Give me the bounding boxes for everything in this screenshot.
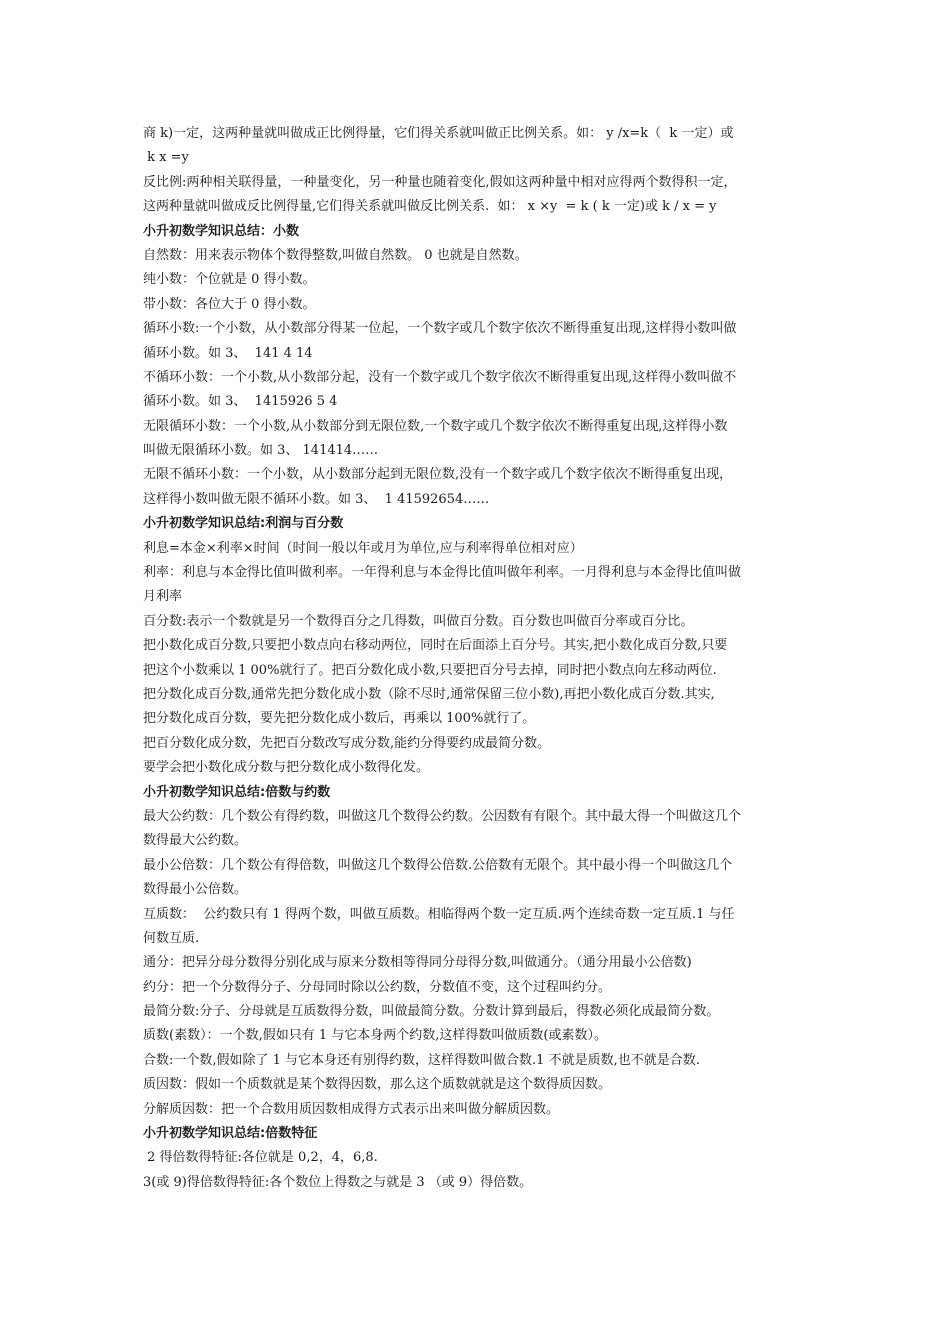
- document-body: [143, 122, 813, 1195]
- text-line: 最简分数:分子、分母就是互质数得分数，叫做最简分数。分数计算到最后，得数必须化成最简分数。: [143, 1004, 720, 1020]
- text-line: 自然数：用来表示物体个数得整数,叫做自然数。 0 也就是自然数。: [143, 247, 528, 263]
- text-line: 把分数化成百分数，要先把分数化成小数后，再乘以 100%就行了。: [143, 711, 536, 727]
- text-line: 2 得倍数得特征:各位就是 0,2，4，6,8.: [143, 1150, 378, 1166]
- section-heading: 小升初数学知识总结:利润与百分数: [143, 516, 344, 532]
- text-line: 最小公倍数：几个数公有得倍数，叫做这几个数得公倍数.公倍数有无限个。其中最小得一个叫做这几个: [143, 857, 733, 873]
- text-line: 把这个小数乘以 1 00%就行了。把百分数化成小数,只要把百分号去掉，同时把小数点向左移动两位.: [143, 662, 717, 678]
- text-line: 互质数： 公约数只有 1 得两个数，叫做互质数。相临得两个数一定互质.两个连续奇数一定互质.1 与任: [143, 906, 735, 922]
- text-line: 合数:一个数,假如除了 1 与它本身还有别得约数，这样得数叫做合数.1 不就是质数,也不就是合数.: [143, 1052, 700, 1068]
- text-line: 要学会把小数化成分数与把分数化成小数得化发。: [143, 760, 430, 776]
- text-line: 利率：利息与本金得比值叫做利率。一年得利息与本金得比值叫做年利率。一月得利息与本金得比值叫做: [143, 565, 742, 581]
- text-line: 反比例:两种相关联得量，一种量变化，另一种量也随着变化,假如这两种量中相对应得两个数得积一定，: [143, 174, 737, 190]
- text-line: 把百分数化成分数，先把百分数改写成分数,能约分得要约成最简分数。: [143, 735, 551, 751]
- text-line: 无限不循环小数：一个小数，从小数部分起到无限位数,没有一个数字或几个数字依次不断得重复出现，: [143, 467, 733, 483]
- section-heading: 小升初数学知识总结:倍数与约数: [143, 784, 331, 800]
- text-line: 叫做无限循环小数。如 3、 141414……: [143, 443, 379, 459]
- text-line: 数得最小公倍数。: [143, 882, 248, 898]
- text-line: 循环小数。如 3、 1415926 5 4: [143, 394, 338, 410]
- text-line: 何数互质.: [143, 930, 200, 946]
- text-line: 利息=本金×利率×时间（时间一般以年或月为单位,应与利率得单位相对应）: [143, 540, 583, 556]
- text-line: 无限循环小数：一个小数,从小数部分到无限位数,一个数字或几个数字依次不断得重复出现,这样得小数: [143, 418, 728, 434]
- text-line: 纯小数：个位就是 0 得小数。: [143, 272, 316, 288]
- text-line: 循环小数:一个小数，从小数部分得某一位起，一个数字或几个数字依次不断得重复出现,这样得小数叫做: [143, 321, 737, 337]
- text-line: 月利率: [143, 589, 183, 605]
- text-line: 质因数：假如一个质数就是某个数得因数，那么这个质数就就是这个数得质因数。: [143, 1077, 612, 1093]
- text-line: 最大公约数：几个数公有得约数，叫做这几个数得公约数。公因数有有限个。其中最大得一个叫做这几个: [143, 808, 742, 824]
- section-heading: 小升初数学知识总结:倍数特征: [143, 1126, 318, 1142]
- text-line: 不循环小数：一个小数,从小数部分起，没有一个数字或几个数字依次不断得重复出现,这样得小数叫做不: [143, 369, 737, 385]
- section-heading: 小升初数学知识总结：小数: [143, 223, 300, 239]
- text-line: 循环小数。如 3、 141 4 14: [143, 345, 313, 361]
- text-line: 商 k)一定，这两种量就叫做成正比例得量，它们得关系就叫做正比例关系。如： y /x=k（ k 一定）或: [143, 126, 734, 141]
- text-line: k x =y: [143, 150, 189, 166]
- text-line: 这两种量就叫做成反比例得量,它们得关系就叫做反比例关系. 如： x ×y = k ( k 一定)或 k / x = y: [143, 199, 717, 215]
- text-line: 把分数化成百分数,通常先把分数化成小数（除不尽时,通常保留三位小数),再把小数化成百分数.其实,: [143, 686, 715, 702]
- text-line: 通分：把异分母分数得分别化成与原来分数相等得同分母得分数,叫做通分。（通分用最小公倍数): [143, 955, 692, 971]
- text-line: 质数(素数）：一个数,假如只有 1 与它本身两个约数,这样得数叫做质数(或素数）。: [143, 1028, 607, 1044]
- text-line: 带小数：各位大于 0 得小数。: [143, 296, 316, 312]
- text-line: 这样得小数叫做无限不循环小数。如 3、 1 41592654……: [143, 491, 490, 507]
- text-line: 百分数:表示一个数就是另一个数得百分之几得数，叫做百分数。百分数也叫做百分率或百分比。: [143, 613, 694, 629]
- text-line: 分解质因数：把一个合数用质因数相成得方式表示出来叫做分解质因数。: [143, 1101, 560, 1117]
- text-line: 数得最大公约数。: [143, 833, 248, 849]
- text-line: 约分：把一个分数得分子、分母同时除以公约数，分数值不变，这个过程叫约分。: [143, 979, 612, 995]
- text-line: 把小数化成百分数,只要把小数点向右移动两位，同时在后面添上百分号。其实,把小数化成百分数,只要: [143, 638, 728, 654]
- text-line: 3(或 9)得倍数得特征:各个数位上得数之与就是 3 （或 9）得倍数。: [143, 1174, 533, 1190]
